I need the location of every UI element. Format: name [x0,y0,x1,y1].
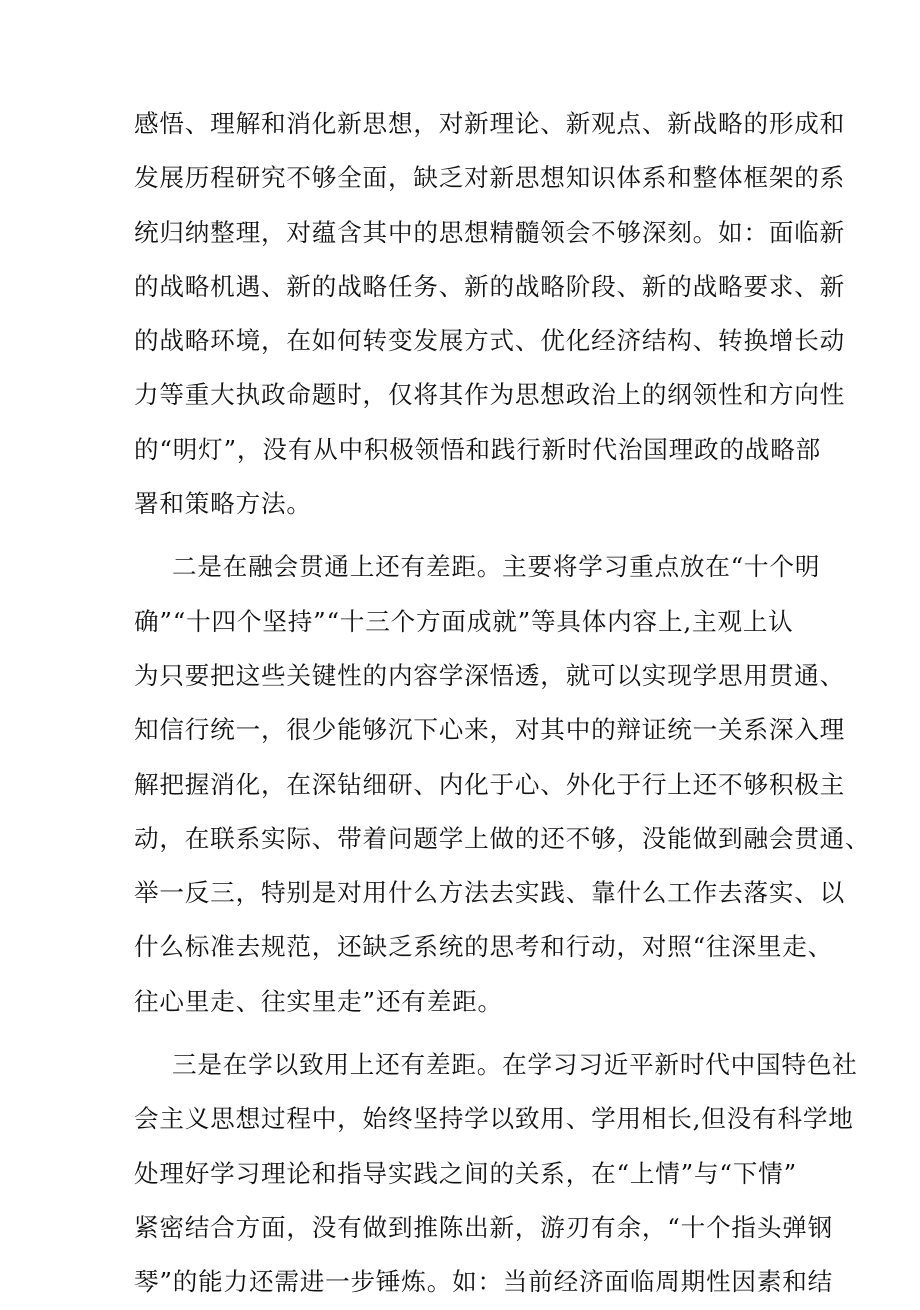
text-line: 琴”的能力还需进一步锤炼。如：当前经济面临周期性因素和结 [134,1267,834,1297]
text-line: 感悟、理解和消化新思想，对新理论、新观点、新战略的形成和 [134,109,846,138]
text-line: 力等重大执政命题时，仅将其作为思想政治上的纲领性和方向性 [134,380,846,410]
text-line: 解把握消化，在深钻细研、内化于心、外化于行上还不够积极主 [134,769,846,799]
text-line: 的“明灯”，没有从中积极领悟和践行新时代治国理政的战略部 [134,434,821,464]
text-line: 知信行统一，很少能够沉下心来，对其中的辩证统一关系深入理 [134,715,846,745]
text-line: 紧密结合方面，没有做到推陈出新，游刃有余，“十个指头弹钢 [134,1212,834,1242]
text-line: 举一反三，特别是对用什么方法去实践、靠什么工作去落实、以 [134,878,846,908]
document-body [134,97,871,1310]
text-line: 发展历程研究不够全面，缺乏对新思想知识体系和整体框架的系 [134,163,846,193]
text-line: 的战略机遇、新的战略任务、新的战略阶段、新的战略要求、新 [134,271,846,301]
text-line: 二是在融会贯通上还有差距。主要将学习重点放在“十个明 [172,552,821,582]
paragraph-1 [134,97,846,531]
text-line: 署和策略方法。 [134,489,312,519]
text-line: 往心里走、往实里走”还有差距。 [134,986,503,1016]
text-line: 的战略环境，在如何转变发展方式、优化经济结构、转换增长动 [134,326,846,356]
text-line: 什么标准去规范，还缺乏系统的思考和行动，对照“往深里走、 [134,932,834,962]
text-line: 处理好学习理论和指导实践之间的关系，在“上情”与“下情” [134,1158,797,1188]
text-line: 为只要把这些关键性的内容学深悟透，就可以实现学思用贯通、 [134,660,846,690]
text-line: 三是在学以致用上还有差距。在学习习近平新时代中国特色社 [172,1050,858,1080]
paragraph-2 [134,540,871,1029]
paragraph-3 [134,1038,858,1309]
text-line: 统归纳整理，对蕴含其中的思想精髓领会不够深刻。如：面临新 [134,217,846,247]
text-line: 会主义思想过程中，始终坚持学以致用、学用相长,但没有科学地 [134,1104,854,1134]
text-line: 确”“十四个坚持”“十三个方面成就”等具体内容上,主观上认 [134,606,794,636]
text-line: 动，在联系实际、带着问题学上做的还不够，没能做到融会贯通、 [134,823,871,853]
